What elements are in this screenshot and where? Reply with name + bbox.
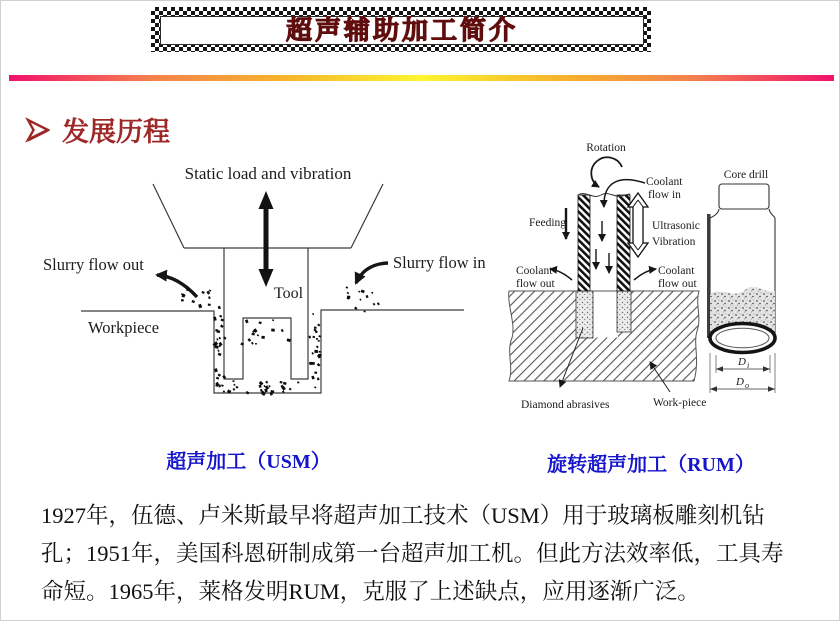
- slurry-out-arrow: [157, 275, 197, 297]
- drill-shank: [719, 184, 769, 209]
- vibration-double-arrow: [259, 191, 274, 287]
- arrow-bullet-icon: [25, 117, 50, 143]
- slide-title: 超声辅助加工简介: [285, 15, 518, 46]
- coolant-out-right-arrow: [634, 269, 656, 280]
- rum-caption: 旋转超声加工（RUM）: [547, 454, 755, 476]
- gradient-divider: [9, 75, 834, 81]
- ultrasonic-vibration-arrow: [628, 193, 648, 257]
- rotation-arrow: [591, 157, 622, 187]
- drill-wall-left: [578, 195, 590, 291]
- coolant-out-right-label-1: Coolant: [658, 265, 695, 277]
- ultrasonic-label-1: Ultrasonic: [652, 220, 700, 232]
- abrasive-slurry-dots: [181, 286, 380, 396]
- core-hole: [592, 292, 618, 338]
- inner-diameter-subscript: i: [747, 361, 750, 370]
- rum-diagram: [496, 131, 840, 421]
- coolant-in-label-1: Coolant: [646, 176, 683, 188]
- outer-diameter-label: D: [736, 376, 744, 388]
- core-drill-figure: [707, 169, 775, 393]
- section-heading: [25, 110, 170, 149]
- coolant-in-label-2: flow in: [648, 189, 681, 201]
- drill-rim-inner: [716, 328, 769, 348]
- tool-label: Tool: [274, 285, 304, 302]
- section-heading-text: 发展历程: [62, 117, 170, 148]
- slurry-out-label: Slurry flow out: [43, 255, 144, 274]
- work-piece-label: Work-piece: [653, 397, 707, 409]
- outer-diameter-subscript: o: [745, 381, 749, 390]
- inner-diameter-label: D: [738, 356, 746, 368]
- coolant-flow-arrows: [596, 221, 609, 273]
- workpiece-label: Workpiece: [88, 318, 160, 337]
- ultrasonic-label-2: Vibration: [652, 236, 696, 248]
- title-banner-inner: [160, 16, 644, 45]
- usm-caption: 超声加工（USM）: [166, 451, 331, 473]
- diamond-abrasives-label: Diamond abrasives: [521, 399, 610, 411]
- feeding-label: Feeding: [529, 217, 567, 229]
- rotation-label: Rotation: [586, 142, 626, 154]
- coolant-out-left-label-1: Coolant: [516, 265, 553, 277]
- paragraph-line-2: 孔；1951年，美国科恩研制成第一台超声加工机。但此方法效率低，工具寿: [41, 541, 784, 566]
- title-banner: [151, 7, 651, 52]
- slurry-in-label: Slurry flow in: [393, 253, 486, 272]
- history-paragraph: [41, 497, 831, 611]
- static-load-label: Static load and vibration: [184, 164, 352, 183]
- drill-shoulder: [710, 209, 775, 218]
- paragraph-line-1: 1927年，伍德、卢米斯最早将超声加工技术（USM）用于玻璃板雕刻机钻: [41, 503, 765, 528]
- coolant-out-right-label-2: flow out: [658, 278, 697, 290]
- diamond-section-right: [617, 291, 631, 332]
- diamond-section-left: [576, 291, 593, 338]
- core-drill-label: Core drill: [723, 169, 769, 181]
- coolant-out-left-label-2: flow out: [516, 278, 555, 290]
- slurry-in-arrow: [356, 263, 388, 283]
- usm-diagram: [31, 156, 491, 441]
- paragraph-line-3: 命短。1965年，莱格发明RUM，克服了上述缺点，应用逐渐广泛。: [41, 579, 700, 604]
